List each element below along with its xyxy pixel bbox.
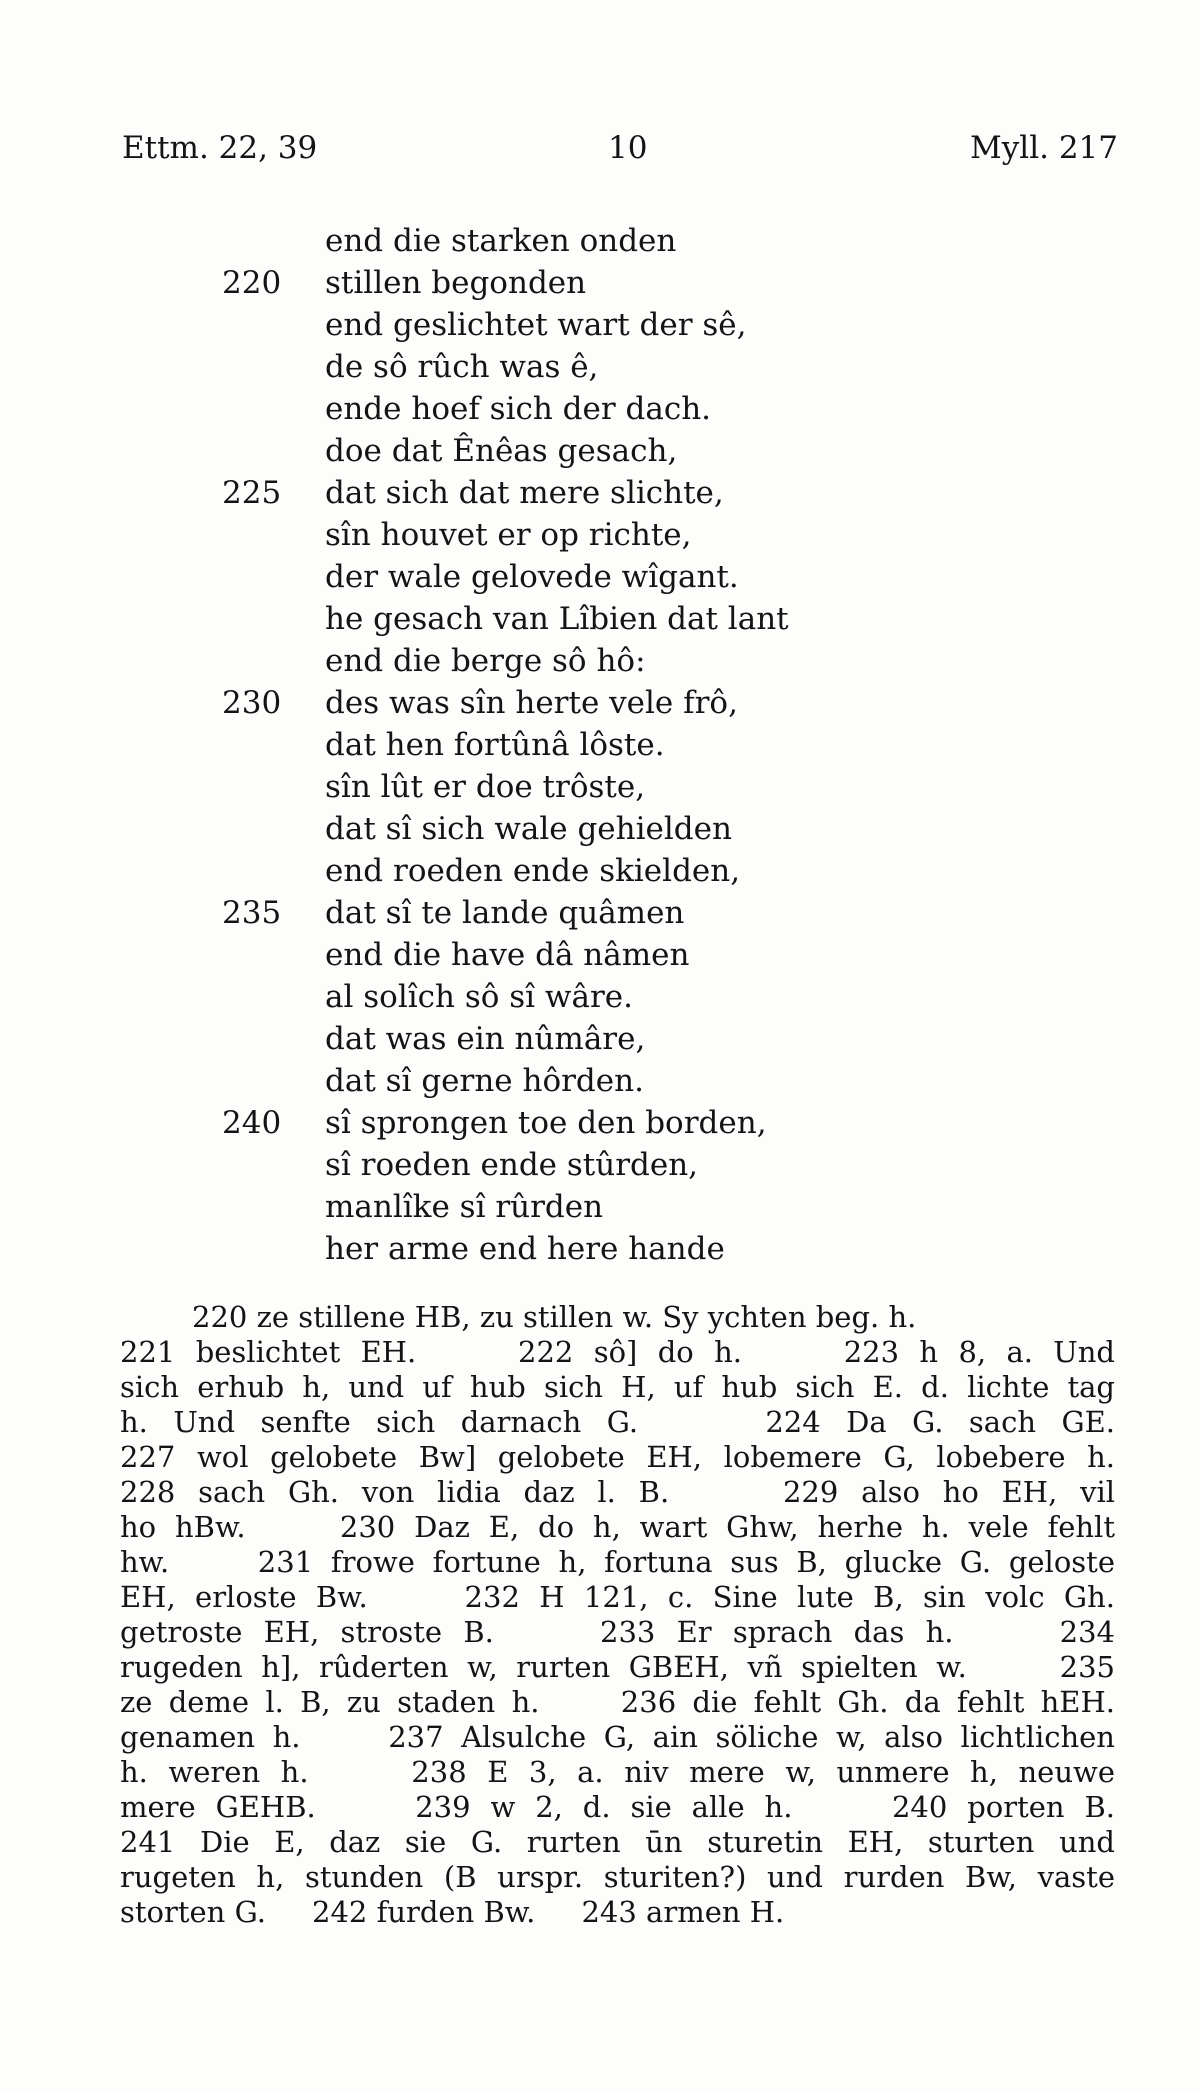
verse-text-line: he gesach van Lîbien dat lant	[325, 601, 789, 637]
apparatus-line	[120, 1650, 1115, 1685]
verse-text-line: sîn houvet er op richte,	[325, 517, 692, 553]
verse-line	[0, 556, 1200, 598]
verse-line	[0, 430, 1200, 472]
apparatus-line	[120, 1790, 1115, 1825]
verse-line	[0, 220, 1200, 262]
apparatus-line: rugeten h, stunden (B urspr. sturiten?) und rurden Bw, vaste	[120, 1860, 1115, 1894]
apparatus-line	[120, 1720, 1115, 1755]
line-number: 220	[222, 265, 282, 301]
page-number: 10	[608, 130, 648, 166]
line-number: 240	[222, 1105, 282, 1141]
apparatus-line-text: ze deme l. B, zu staden h. 236 die fehlt Gh. da fehlt hEH.	[120, 1685, 1115, 1719]
apparatus-line	[120, 1475, 1115, 1510]
verse-line	[0, 304, 1200, 346]
apparatus-line-text: 228 sach Gh. von lidia daz l. B. 229 also ho EH, vil	[120, 1475, 1115, 1509]
header-left-reference: Ettm. 22, 39	[122, 130, 318, 166]
verse-text-line: des was sîn herte vele frô,	[325, 685, 738, 721]
verse-text-line: dat sî te lande quâmen	[325, 895, 685, 931]
apparatus-line-text: hw. 231 frowe fortune h, fortuna sus B, glucke G. geloste	[120, 1545, 1115, 1579]
verse-line	[0, 808, 1200, 850]
verse-text-line: doe dat Ênêas gesach,	[325, 433, 678, 469]
verse-line	[0, 388, 1200, 430]
verse-line	[0, 1144, 1200, 1186]
apparatus-line-text: h. Und senfte sich darnach G. 224 Da G. sach GE.	[120, 1405, 1115, 1439]
verse-text-line: end geslichtet wart der sê,	[325, 307, 747, 343]
verse-line	[0, 262, 1200, 304]
verse-text-line: ende hoef sich der dach.	[325, 391, 712, 427]
verse-text-line: end die have dâ nâmen	[325, 937, 690, 973]
verse-line	[0, 472, 1200, 514]
apparatus-line-text: ho hBw. 230 Daz E, do h, wart Ghw, herhe h. vele fehlt	[120, 1510, 1115, 1544]
verse-text-line: her arme end here hande	[325, 1231, 725, 1267]
verse-line	[0, 682, 1200, 724]
apparatus-line	[120, 1895, 1115, 1930]
apparatus-line-text: getroste EH, stroste B. 233 Er sprach das h. 234	[120, 1615, 1115, 1649]
verse-text	[0, 220, 1200, 1270]
apparatus-line-text: rugeden h], rûderten w, rurten GBEH, vñ spielten w. 235	[120, 1650, 1115, 1684]
apparatus-line-text: storten G. 242 furden Bw. 243 armen H.	[120, 1895, 785, 1929]
verse-line	[0, 934, 1200, 976]
apparatus-line	[120, 1615, 1115, 1650]
apparatus-line: 227 wol gelobete Bw] gelobete EH, lobemere G, lobebere h.	[120, 1440, 1115, 1474]
apparatus-line-text: EH, erloste Bw. 232 H 121, c. Sine lute B, sin volc Gh.	[120, 1580, 1115, 1614]
verse-text-line: stillen begonden	[325, 265, 587, 301]
apparatus-line	[120, 1510, 1115, 1545]
apparatus-line	[120, 1545, 1115, 1580]
verse-text-line: end die berge sô hô:	[325, 643, 646, 679]
header-right-reference: Myll. 217	[970, 130, 1118, 166]
verse-line	[0, 976, 1200, 1018]
verse-text-line: sî sprongen toe den borden,	[325, 1105, 767, 1141]
apparatus-line-text: 221 beslichtet EH. 222 sô] do h. 223 h 8, a. Und	[120, 1335, 1115, 1369]
verse-line	[0, 766, 1200, 808]
verse-line	[0, 1060, 1200, 1102]
running-header	[122, 130, 1118, 174]
apparatus-line: 241 Die E, daz sie G. rurten ūn sturetin EH, sturten und	[120, 1825, 1115, 1859]
line-number: 230	[222, 685, 282, 721]
line-number: 225	[222, 475, 282, 511]
verse-line	[0, 1102, 1200, 1144]
verse-text-line: manlîke sî rûrden	[325, 1189, 604, 1225]
verse-text-line: der wale gelovede wîgant.	[325, 559, 739, 595]
verse-text-line: de sô rûch was ê,	[325, 349, 599, 385]
verse-line	[0, 724, 1200, 766]
apparatus-line: 220 ze stillene HB, zu stillen w. Sy ychten beg. h.	[192, 1300, 917, 1334]
verse-line	[0, 1228, 1200, 1270]
verse-text-line: al solîch sô sî wâre.	[325, 979, 633, 1015]
apparatus-line	[120, 1685, 1115, 1720]
apparatus-line	[120, 1335, 1115, 1370]
verse-text-line: sî roeden ende stûrden,	[325, 1147, 699, 1183]
apparatus-line-text: h. weren h. 238 E 3, a. niv mere w, unmere h, neuwe	[120, 1755, 1115, 1789]
verse-line	[0, 640, 1200, 682]
verse-text-line: sîn lût er doe trôste,	[325, 769, 646, 805]
verse-text-line: end die starken onden	[325, 223, 677, 259]
verse-text-line: dat hen fortûnâ lôste.	[325, 727, 665, 763]
verse-line	[0, 346, 1200, 388]
verse-line	[0, 850, 1200, 892]
critical-apparatus	[120, 1300, 1115, 1930]
verse-line	[0, 514, 1200, 556]
verse-line	[0, 892, 1200, 934]
verse-line	[0, 1186, 1200, 1228]
apparatus-line	[120, 1580, 1115, 1615]
verse-text-line: dat was ein nûmâre,	[325, 1021, 646, 1057]
line-number: 235	[222, 895, 282, 931]
apparatus-line-text: genamen h. 237 Alsulche G, ain söliche w, also lichtlichen	[120, 1720, 1115, 1754]
verse-text-line: end roeden ende skielden,	[325, 853, 741, 889]
verse-text-line: dat sî gerne hôrden.	[325, 1063, 644, 1099]
apparatus-line	[120, 1405, 1115, 1440]
verse-text-line: dat sich dat mere slichte,	[325, 475, 724, 511]
verse-line	[0, 1018, 1200, 1060]
verse-line	[0, 598, 1200, 640]
apparatus-line	[120, 1755, 1115, 1790]
apparatus-line-text: mere GEHB. 239 w 2, d. sie alle h. 240 porten B.	[120, 1790, 1115, 1824]
apparatus-line: sich erhub h, und uf hub sich H, uf hub sich E. d. lichte tag	[120, 1370, 1115, 1404]
verse-text-line: dat sî sich wale gehielden	[325, 811, 732, 847]
